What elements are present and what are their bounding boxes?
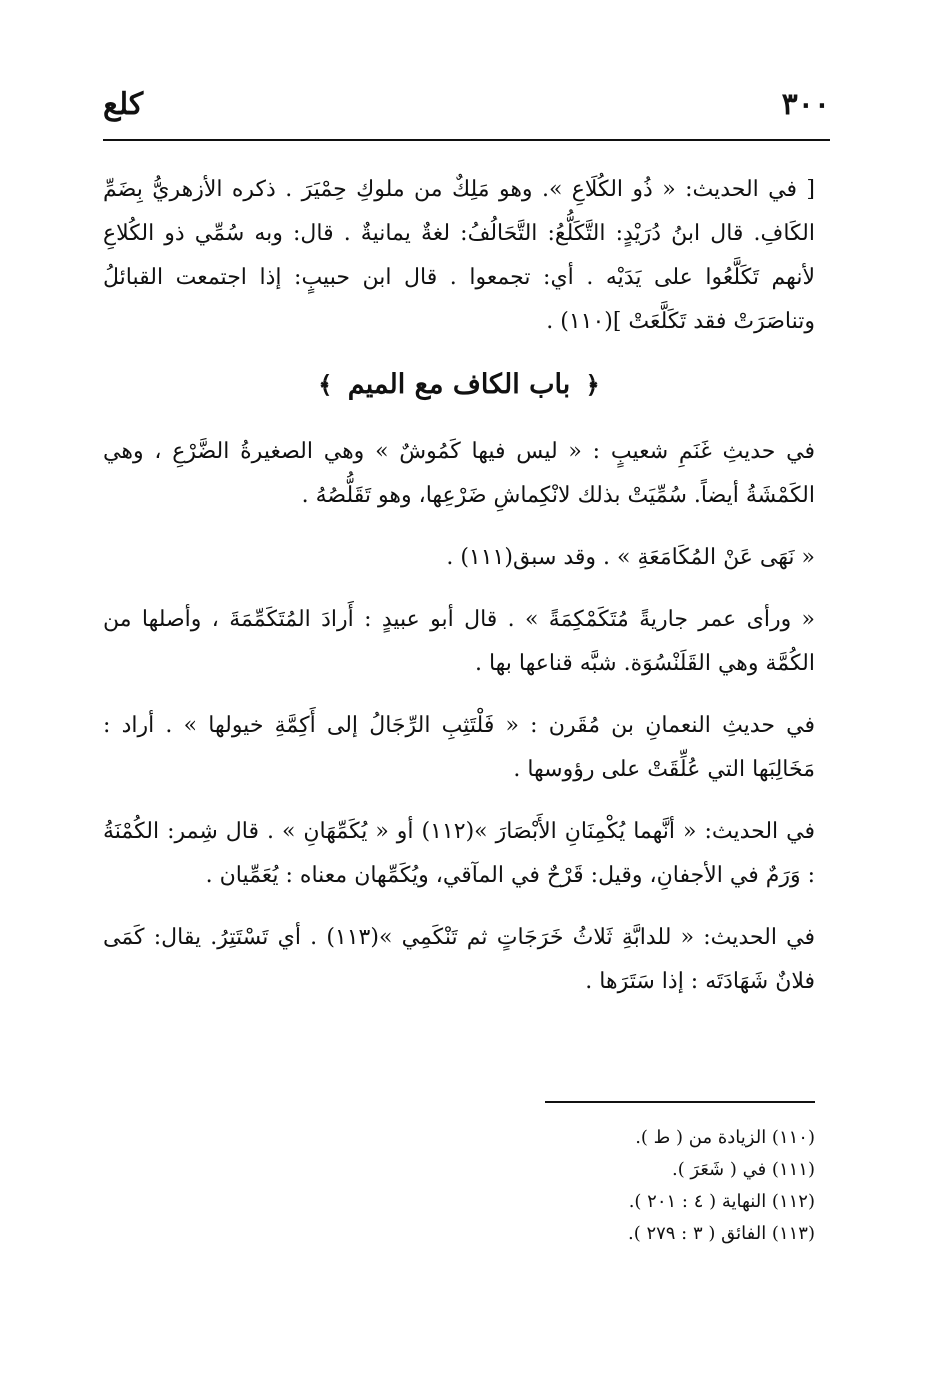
paragraph-kamush: في حديثِ غَنَمِ شعيبٍ : « ليس فيها كَمُوشٌ » وهي الصغيرةُ الضَّرْعِ ، وهي الكَمْشَةُ أيضاً. سُمِّيَتْ بذلك لانْكِماشِ ضَرْعِها، وهو تَقَلُّصُهُ . <box>103 439 815 508</box>
ornament-bracket-right: ﴿ <box>585 370 600 399</box>
footnotes <box>300 1122 815 1250</box>
paragraph-mutakamkima: « ورأى عمر جاريةً مُتَكَمْكِمَةً » . قال أبو عبيدٍ : أَرادَ المُتَكَمِّمَةَ ، وأصلها من الكُمَّة وهي القَلَنْسُوَة. شبَّه قناعها بها . <box>103 607 815 676</box>
ornament-bracket-left: ﴾ <box>318 370 333 399</box>
section-heading-text: باب الكاف مع الميم <box>347 369 571 400</box>
paragraph-mukama-a: « نَهَى عَنْ المُكَامَعَةِ » . وقد سبق(١١١) . <box>446 545 815 570</box>
paragraph-dhu-al-kula: [ في الحديث: « ذُو الكُلَاعِ ». وهو مَلِكٌ من ملوكِ حِمْيَرَ . ذكره الأزهريُّ بِضَمِّ الكَافِ. قال ابنُ دُرَيْدٍ: التَّكَلُّعُ: التَّحَالُفُ: لغةٌ يمانيةٌ . قال: وبه سُمِّي ذو الكُلاعِ لأنهم تَكَلَّعُوا على يَدَيْه . أي: تجمعوا . قال ابن حبيبٍ: إذا اجتمعت القبائلُ وتناصَرَتْ فقد تَكَلَّعَتْ ](١١٠) . <box>103 177 815 334</box>
footnote-111: (١١١) في ( شَعَرَ ). <box>671 1159 815 1180</box>
page-header <box>103 82 830 126</box>
footnote-112: (١١٢) النهاية ( ٤ : ٢٠١ ). <box>628 1191 815 1212</box>
footnote-113: (١١٣) الفائق ( ٣ : ٢٧٩ ). <box>627 1223 815 1244</box>
paragraph-akimma: في حديثِ النعمانِ بن مُقَرن : « فَلْتَثِبِ الرِّجَالُ إلى أَكِمَّةِ خيولها » . أراد : مَخَالِبَها التي عُلِّقَتْ على رؤوسها . <box>103 713 815 782</box>
footnote-divider <box>545 1101 815 1103</box>
footnote-110: (١١٠) الزيادة من ( ط ). <box>635 1127 815 1148</box>
header-divider <box>103 139 830 141</box>
page-number: ٣٠٠ <box>781 86 830 122</box>
paragraph-tankami: في الحديث: « للدابَّةِ ثَلاثُ خَرَجَاتٍ ثم تَنْكَمِي »(١١٣) . أي تَسْتَتِرُ. يقال: كَمَى فلانٌ شَهَادَتَه : إذا سَتَرَها . <box>103 925 815 994</box>
page-body <box>103 168 815 1022</box>
section-heading <box>103 360 815 410</box>
paragraph-yukminan: في الحديث: « أنَّهما يُكْمِنَانِ الأَبْصَارَ »(١١٢) أو « يُكَمِّهَانِ » . قال شِمر: الكُمْنَةُ : وَرَمٌ في الأجفانِ، وقيل: قَرْحٌ في المآقي، ويُكَمِّهان معناه : يُعَمِّيان . <box>103 819 815 888</box>
running-head-root-word: كلع <box>103 86 144 122</box>
